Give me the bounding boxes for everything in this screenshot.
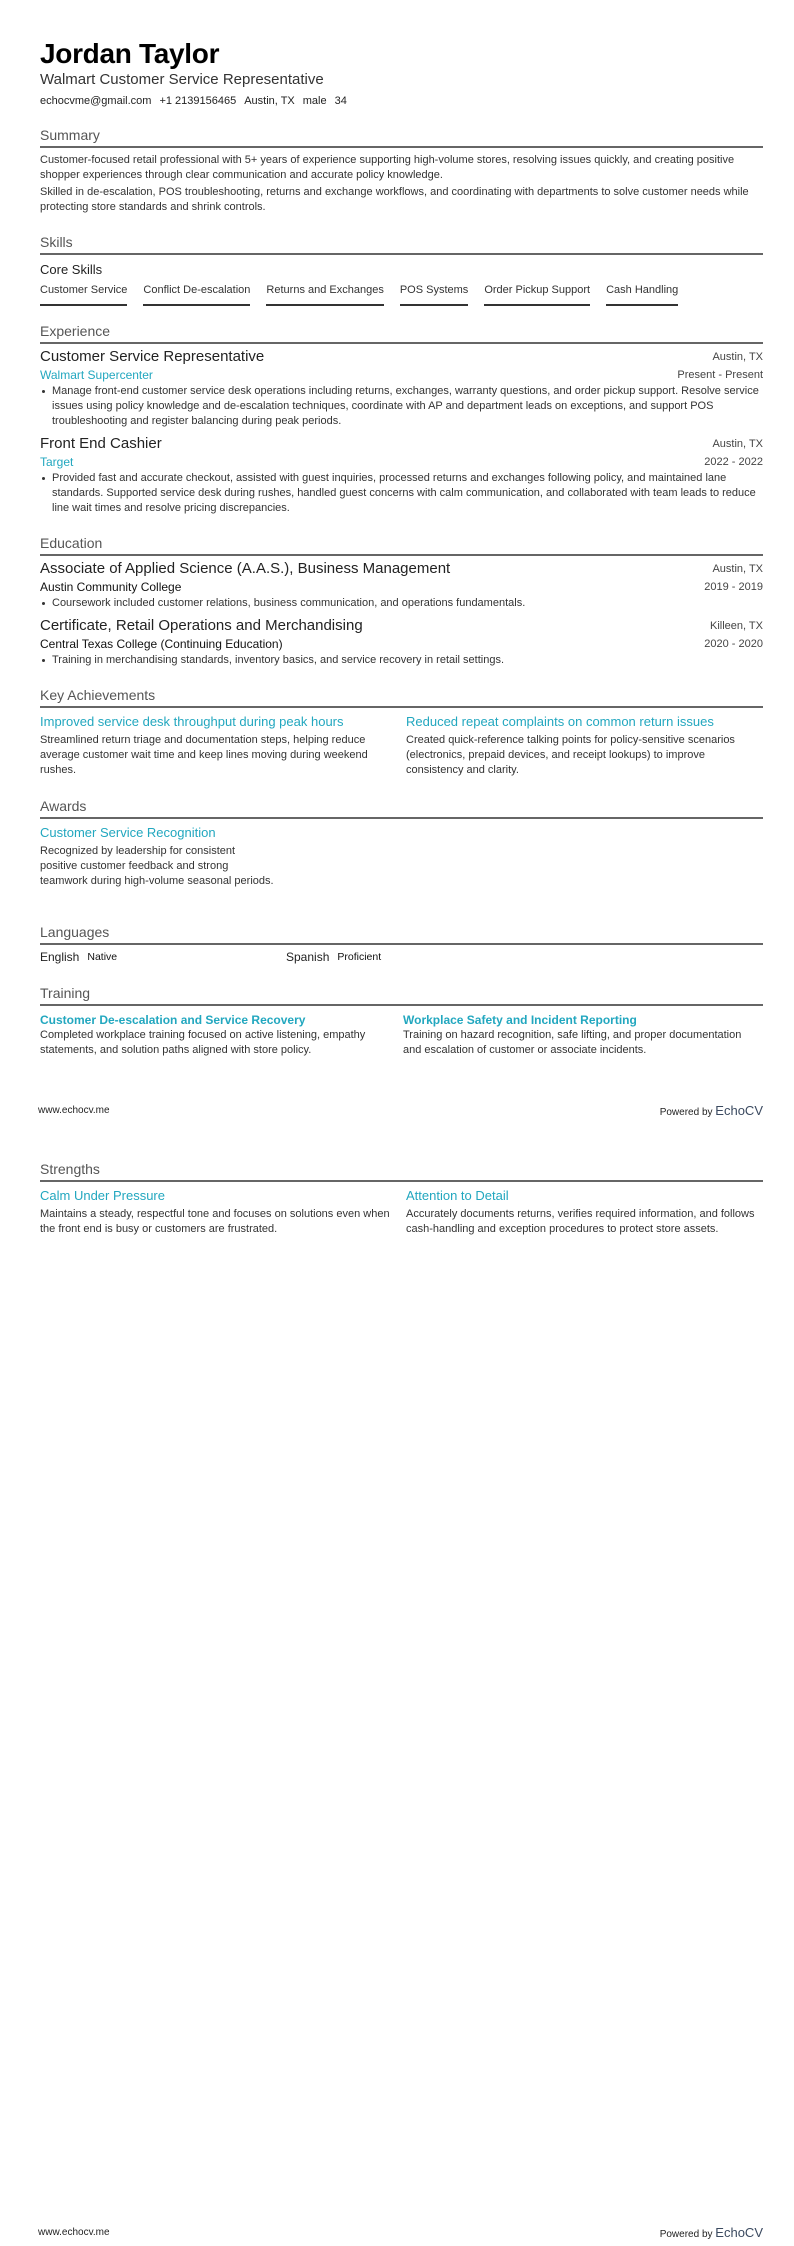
edu-dates: 2020 - 2020 xyxy=(704,638,763,650)
strength-title: Calm Under Pressure xyxy=(40,1188,165,1203)
section-heading: Summary xyxy=(40,126,763,148)
summary-paragraph: Customer-focused retail professional with 5+ years of experience supporting high-volume stores, resolving issues quickly, and creating positive shopper experiences through clear communication and accurate policy knowledge. xyxy=(40,154,735,181)
language-item xyxy=(286,950,532,964)
footer-site-link[interactable]: www.echocv.me xyxy=(38,1105,110,1116)
contact-age: 34 xyxy=(334,95,347,107)
job-title: Front End Cashier xyxy=(40,435,162,452)
achievement-desc: Streamlined return triage and documentation steps, helping reduce average customer wait time and keep lines moving during weekend rushes. xyxy=(40,734,368,776)
contact-email[interactable]: echocvme@gmail.com xyxy=(40,95,152,107)
summary-section xyxy=(40,126,763,215)
education-entry xyxy=(40,617,763,668)
training-desc: Completed workplace training focused on active listening, empathy statements, and solution paths aligned with store policy. xyxy=(40,1029,366,1056)
language-name: Spanish xyxy=(286,950,330,964)
section-heading: Skills xyxy=(40,233,763,255)
contact-location: Austin, TX xyxy=(244,95,295,107)
job-bullet: Manage front-end customer service desk operations including returns, exchanges, warranty questions, and order pickup support. Resolve service issues using policy knowledge and de-escalation techniques, coordinate with AP and department leads on exceptions, and support POS troubleshooting and register balancing during peak periods. xyxy=(52,384,763,429)
powered-by-label: Powered by xyxy=(659,1107,713,1118)
job-location: Austin, TX xyxy=(712,438,763,450)
page-footer xyxy=(38,1103,763,1118)
section-heading: Key Achievements xyxy=(40,686,763,708)
language-item xyxy=(40,950,286,964)
edu-location: Killeen, TX xyxy=(710,620,763,632)
skill-group-title: Core Skills xyxy=(40,262,103,277)
degree: Certificate, Retail Operations and Merchandising xyxy=(40,617,363,634)
page-footer xyxy=(38,2225,763,2240)
achievement-title: Improved service desk throughput during peak hours xyxy=(40,714,344,729)
skills-section xyxy=(40,233,763,306)
contact-info xyxy=(40,94,763,108)
echocv-brand[interactable]: EchoCV xyxy=(715,2225,763,2240)
candidate-title: Walmart Customer Service Representative xyxy=(40,71,324,88)
languages-section xyxy=(40,923,763,964)
strength-title: Attention to Detail xyxy=(406,1188,509,1203)
job-dates: 2022 - 2022 xyxy=(704,456,763,468)
achievements-section xyxy=(40,686,763,778)
job-bullet: Provided fast and accurate checkout, assisted with guest inquiries, processed returns and exchanges following policy, and maintained lane standards. Supported service desk during rushes, handled guest concerns with calm communication, and collaborated with team leads to reduce line wait times and resolve pricing discrepancies. xyxy=(52,471,763,516)
language-level: Proficient xyxy=(337,951,382,963)
skill-tag: Customer Service xyxy=(40,283,127,306)
awards-section xyxy=(40,797,763,889)
training-desc: Training on hazard recognition, safe lifting, and proper documentation and escalation of customer or associate incidents. xyxy=(403,1029,742,1056)
company-name: Target xyxy=(40,455,74,469)
training-section xyxy=(40,984,763,1058)
experience-entry xyxy=(40,435,763,516)
training-item xyxy=(403,1012,760,1058)
edu-bullet: Coursework included customer relations, business communication, and operations fundamentals. xyxy=(52,596,763,611)
edu-location: Austin, TX xyxy=(712,563,763,575)
contact-phone[interactable]: +1 2139156465 xyxy=(159,95,237,107)
section-heading: Training xyxy=(40,984,763,1006)
strength-desc: Maintains a steady, respectful tone and focuses on solutions even when the front end is busy or customers are frustrated. xyxy=(40,1208,390,1235)
job-location: Austin, TX xyxy=(712,351,763,363)
section-heading: Education xyxy=(40,534,763,556)
achievement-item xyxy=(40,713,397,778)
achievement-item xyxy=(406,713,763,778)
achievement-title: Reduced repeat complaints on common return issues xyxy=(406,714,714,729)
skill-tag: Conflict De-escalation xyxy=(143,283,250,306)
job-dates: Present - Present xyxy=(677,369,763,381)
section-heading: Strengths xyxy=(40,1160,763,1182)
award-desc: Recognized by leadership for consistent positive customer feedback and strong teamwork during high-volume seasonal periods. xyxy=(40,845,274,887)
candidate-name: Jordan Taylor xyxy=(40,38,220,69)
company-name: Walmart Supercenter xyxy=(40,368,153,382)
achievement-desc: Created quick-reference talking points for policy-sensitive scenarios (electronics, prepaid devices, and receipt lookups) to improve consistency and clarity. xyxy=(406,734,735,776)
training-item xyxy=(40,1012,397,1058)
education-section xyxy=(40,534,763,668)
skill-tag: Cash Handling xyxy=(606,283,678,306)
contact-gender: male xyxy=(302,95,327,107)
skill-tag: Returns and Exchanges xyxy=(266,283,383,306)
language-name: English xyxy=(40,950,80,964)
section-heading: Awards xyxy=(40,797,763,819)
award-title: Customer Service Recognition xyxy=(40,825,216,840)
strength-desc: Accurately documents returns, verifies required information, and follows cash-handling and exception procedures to protect store assets. xyxy=(406,1208,755,1235)
skill-tag: POS Systems xyxy=(400,283,468,306)
degree: Associate of Applied Science (A.A.S.), Business Management xyxy=(40,560,451,577)
training-title: Customer De-escalation and Service Recovery xyxy=(40,1013,306,1027)
strengths-section xyxy=(40,1160,763,1237)
award-item xyxy=(40,824,275,889)
edu-dates: 2019 - 2019 xyxy=(704,581,763,593)
summary-paragraph: Skilled in de-escalation, POS troubleshooting, returns and exchange workflows, and coordinating with departments to solve customer needs while protecting store standards and shrink controls. xyxy=(40,186,749,213)
education-entry xyxy=(40,560,763,611)
powered-by-label: Powered by xyxy=(659,2229,713,2240)
section-heading: Experience xyxy=(40,322,763,344)
skill-tag: Order Pickup Support xyxy=(484,283,590,306)
school-name: Central Texas College (Continuing Education) xyxy=(40,637,283,651)
section-heading: Languages xyxy=(40,923,763,945)
experience-entry xyxy=(40,348,763,429)
school-name: Austin Community College xyxy=(40,580,182,594)
job-title: Customer Service Representative xyxy=(40,348,265,365)
edu-bullet: Training in merchandising standards, inventory basics, and service recovery in retail settings. xyxy=(52,653,763,668)
strength-item xyxy=(40,1187,397,1237)
language-level: Native xyxy=(87,951,118,963)
footer-site-link[interactable]: www.echocv.me xyxy=(38,2227,110,2238)
training-title: Workplace Safety and Incident Reporting xyxy=(403,1013,637,1027)
strength-item xyxy=(406,1187,763,1237)
experience-section xyxy=(40,322,763,516)
echocv-brand[interactable]: EchoCV xyxy=(715,1103,763,1118)
